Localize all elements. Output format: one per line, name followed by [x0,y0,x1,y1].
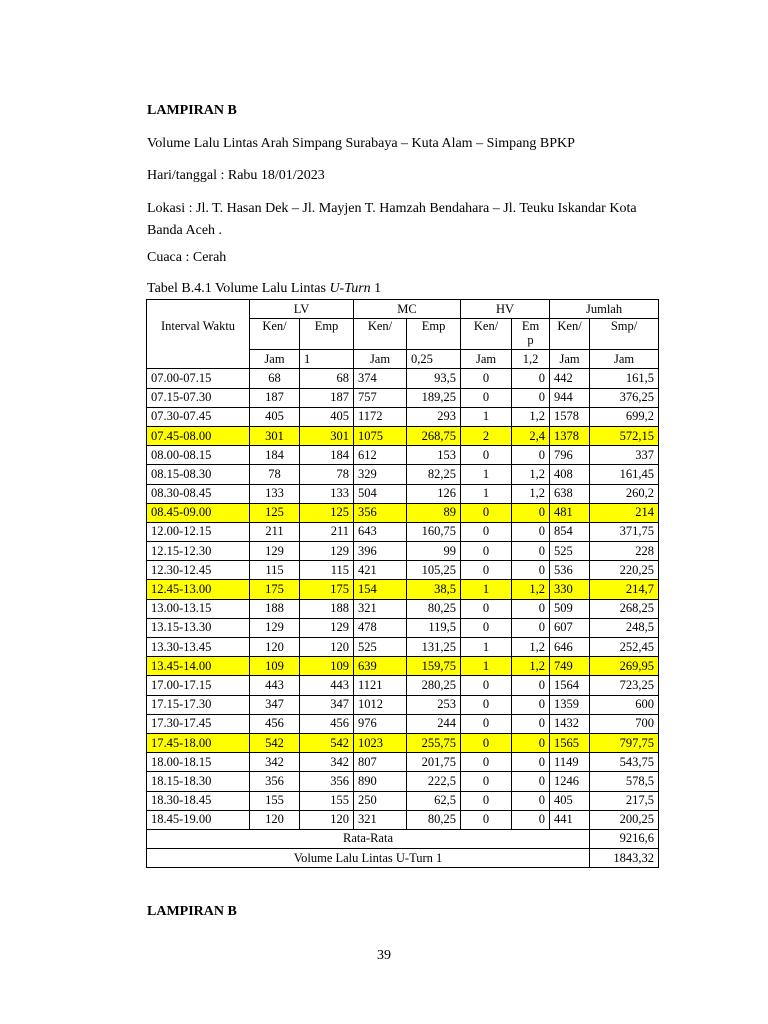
jumlah-smp-cell: 578,5 [590,772,659,791]
hv-ken-cell: 1 [461,407,512,426]
jumlah-ken-cell: 441 [550,810,590,829]
interval-cell: 13.30-13.45 [147,638,250,657]
mc-ken-cell: 154 [354,580,407,599]
jumlah-ken-cell: 638 [550,484,590,503]
lv-ken-cell: 211 [250,522,300,541]
lv-ken-cell: 125 [250,503,300,522]
jumlah-ken-cell: 509 [550,599,590,618]
hv-emp-cell: 0 [512,388,550,407]
mc-ken-cell: 356 [354,503,407,522]
hv-emp-cell: 1,2 [512,638,550,657]
interval-cell: 08.15-08.30 [147,465,250,484]
lv-emp-cell: 184 [300,446,354,465]
hv-ken-cell: 0 [461,753,512,772]
jumlah-ken-cell: 525 [550,542,590,561]
lv-emp-cell: 120 [300,810,354,829]
lv-emp-cell: 542 [300,733,354,752]
hv-ken-cell: 0 [461,714,512,733]
mc-emp-cell: 255,75 [407,733,461,752]
table-row [147,407,659,426]
hv-emp-cell: 0 [512,446,550,465]
hv-ken-cell: 0 [461,522,512,541]
table-row [147,676,659,695]
volume-label: Volume Lalu Lintas U-Turn 1 [147,849,590,868]
jumlah-smp-cell: 248,5 [590,618,659,637]
mc-ken-cell: 890 [354,772,407,791]
jumlah-smp-cell: 572,15 [590,426,659,445]
interval-cell: 13.15-13.30 [147,618,250,637]
lv-emp-cell: 129 [300,542,354,561]
mc-emp-cell: 80,25 [407,599,461,618]
jumlah-smp-cell: 700 [590,714,659,733]
jumlah-smp-cell: 200,25 [590,810,659,829]
header-jumlah: Jumlah [550,300,659,319]
hv-emp-cell: 0 [512,618,550,637]
mc-ken-cell: 1075 [354,426,407,445]
volume-value: 1843,32 [590,849,659,868]
lv-emp-cell: 109 [300,657,354,676]
header-interval: Interval Waktu [147,319,250,369]
lv-ken-cell: 187 [250,388,300,407]
table-row [147,753,659,772]
hv-ken-cell: 0 [461,388,512,407]
header-j-smp-jam: Jam [590,350,659,369]
header-hv-emp: Em p [512,319,550,350]
hv-ken-cell: 0 [461,446,512,465]
mc-ken-cell: 396 [354,542,407,561]
table-row [147,733,659,752]
mc-emp-cell: 153 [407,446,461,465]
mc-ken-cell: 1023 [354,733,407,752]
table-caption [147,280,381,298]
date-line: Hari/tanggal : Rabu 18/01/2023 [147,168,325,183]
mc-emp-cell: 126 [407,484,461,503]
mc-emp-cell: 160,75 [407,522,461,541]
header-mc-ken: Ken/ [354,319,407,350]
hv-emp-cell: 0 [512,733,550,752]
mc-emp-cell: 119,5 [407,618,461,637]
hv-ken-cell: 1 [461,580,512,599]
mc-ken-cell: 757 [354,388,407,407]
hv-emp-cell: 2,4 [512,426,550,445]
jumlah-smp-cell: 371,75 [590,522,659,541]
interval-cell: 17.45-18.00 [147,733,250,752]
document-subtitle: Volume Lalu Lintas Arah Simpang Surabaya – Kuta Alam – Simpang BPKP [147,136,575,151]
jumlah-ken-cell: 796 [550,446,590,465]
hv-emp-cell: 1,2 [512,580,550,599]
mc-emp-cell: 268,75 [407,426,461,445]
lv-emp-cell: 188 [300,599,354,618]
jumlah-smp-cell: 600 [590,695,659,714]
mc-ken-cell: 329 [354,465,407,484]
hv-emp-cell: 0 [512,369,550,388]
header-lv-emp: Emp [300,319,354,350]
interval-cell: 13.45-14.00 [147,657,250,676]
jumlah-smp-cell: 269,95 [590,657,659,676]
traffic-volume-table [146,299,659,868]
interval-cell: 12.30-12.45 [147,561,250,580]
jumlah-ken-cell: 1565 [550,733,590,752]
jumlah-ken-cell: 646 [550,638,590,657]
page-number: 39 [377,948,391,963]
lv-ken-cell: 78 [250,465,300,484]
table-row [147,561,659,580]
interval-cell: 07.00-07.15 [147,369,250,388]
lv-emp-cell: 133 [300,484,354,503]
hv-emp-cell: 0 [512,791,550,810]
lv-ken-cell: 443 [250,676,300,695]
table-row [147,465,659,484]
jumlah-smp-cell: 252,45 [590,638,659,657]
jumlah-ken-cell: 1578 [550,407,590,426]
appendix-heading: LAMPIRAN B [147,103,237,118]
hv-ken-cell: 0 [461,542,512,561]
lv-emp-cell: 211 [300,522,354,541]
hv-emp-cell: 0 [512,810,550,829]
jumlah-smp-cell: 723,25 [590,676,659,695]
header-lv-emp-val: 1 [300,350,354,369]
header-blank [147,300,250,319]
next-appendix-heading: LAMPIRAN B [147,904,237,919]
jumlah-smp-cell: 797,75 [590,733,659,752]
mc-ken-cell: 478 [354,618,407,637]
hv-emp-cell: 1,2 [512,465,550,484]
lv-emp-cell: 120 [300,638,354,657]
hv-ken-cell: 0 [461,599,512,618]
mc-ken-cell: 1121 [354,676,407,695]
jumlah-smp-cell: 376,25 [590,388,659,407]
header-mc-emp-val: 0,25 [407,350,461,369]
hv-ken-cell: 1 [461,638,512,657]
mc-emp-cell: 280,25 [407,676,461,695]
jumlah-ken-cell: 1432 [550,714,590,733]
jumlah-smp-cell: 220,25 [590,561,659,580]
lv-ken-cell: 405 [250,407,300,426]
location-line: Lokasi : Jl. T. Hasan Dek – Jl. Mayjen T. Hamzah Bendahara – Jl. Teuku Iskandar Kota Banda Aceh . [147,201,637,238]
hv-emp-cell: 0 [512,695,550,714]
hv-ken-cell: 2 [461,426,512,445]
interval-cell: 18.15-18.30 [147,772,250,791]
table-row [147,638,659,657]
header-mc: MC [354,300,461,319]
jumlah-ken-cell: 749 [550,657,590,676]
jumlah-ken-cell: 1359 [550,695,590,714]
jumlah-smp-cell: 228 [590,542,659,561]
hv-ken-cell: 0 [461,503,512,522]
hv-ken-cell: 0 [461,772,512,791]
lv-emp-cell: 155 [300,791,354,810]
lv-emp-cell: 115 [300,561,354,580]
table-row [147,369,659,388]
interval-cell: 12.45-13.00 [147,580,250,599]
jumlah-ken-cell: 408 [550,465,590,484]
table-row [147,618,659,637]
table-row [147,791,659,810]
lv-ken-cell: 120 [250,810,300,829]
mc-ken-cell: 639 [354,657,407,676]
interval-cell: 07.15-07.30 [147,388,250,407]
mc-emp-cell: 293 [407,407,461,426]
lv-ken-cell: 120 [250,638,300,657]
mc-ken-cell: 807 [354,753,407,772]
lv-ken-cell: 184 [250,446,300,465]
mc-ken-cell: 321 [354,810,407,829]
jumlah-ken-cell: 330 [550,580,590,599]
lv-ken-cell: 301 [250,426,300,445]
interval-cell: 12.15-12.30 [147,542,250,561]
header-j-jam: Jam [550,350,590,369]
hv-ken-cell: 0 [461,561,512,580]
interval-cell: 07.30-07.45 [147,407,250,426]
table-row [147,426,659,445]
hv-ken-cell: 0 [461,791,512,810]
lv-emp-cell: 175 [300,580,354,599]
lv-ken-cell: 133 [250,484,300,503]
header-hv-jam: Jam [461,350,512,369]
lv-emp-cell: 342 [300,753,354,772]
interval-cell: 17.30-17.45 [147,714,250,733]
table-row [147,695,659,714]
mc-emp-cell: 222,5 [407,772,461,791]
lv-emp-cell: 405 [300,407,354,426]
lv-ken-cell: 356 [250,772,300,791]
average-label: Rata-Rata [147,829,590,848]
table-row [147,484,659,503]
mc-ken-cell: 250 [354,791,407,810]
mc-ken-cell: 525 [354,638,407,657]
hv-emp-cell: 1,2 [512,484,550,503]
header-mc-emp: Emp [407,319,461,350]
jumlah-smp-cell: 268,25 [590,599,659,618]
hv-emp-cell: 0 [512,561,550,580]
mc-emp-cell: 80,25 [407,810,461,829]
hv-emp-cell: 1,2 [512,407,550,426]
jumlah-ken-cell: 1246 [550,772,590,791]
table-row [147,503,659,522]
table-row [147,388,659,407]
lv-ken-cell: 129 [250,618,300,637]
header-row-units [147,319,659,350]
jumlah-ken-cell: 1564 [550,676,590,695]
interval-cell: 18.45-19.00 [147,810,250,829]
jumlah-ken-cell: 1149 [550,753,590,772]
jumlah-smp-cell: 161,5 [590,369,659,388]
jumlah-smp-cell: 214,7 [590,580,659,599]
volume-row [147,849,659,868]
table-row [147,714,659,733]
jumlah-ken-cell: 854 [550,522,590,541]
caption-suffix: 1 [370,281,382,296]
interval-cell: 08.30-08.45 [147,484,250,503]
mc-ken-cell: 1172 [354,407,407,426]
caption-prefix: Tabel B.4.1 Volume Lalu Lintas [147,281,330,296]
lv-ken-cell: 188 [250,599,300,618]
hv-ken-cell: 0 [461,733,512,752]
jumlah-ken-cell: 405 [550,791,590,810]
lv-emp-cell: 129 [300,618,354,637]
mc-emp-cell: 131,25 [407,638,461,657]
jumlah-smp-cell: 161,45 [590,465,659,484]
jumlah-ken-cell: 481 [550,503,590,522]
jumlah-ken-cell: 607 [550,618,590,637]
hv-emp-cell: 0 [512,714,550,733]
interval-cell: 13.00-13.15 [147,599,250,618]
hv-emp-cell: 0 [512,522,550,541]
lv-emp-cell: 78 [300,465,354,484]
jumlah-ken-cell: 442 [550,369,590,388]
jumlah-smp-cell: 699,2 [590,407,659,426]
lv-emp-cell: 68 [300,369,354,388]
mc-ken-cell: 643 [354,522,407,541]
mc-emp-cell: 99 [407,542,461,561]
jumlah-smp-cell: 543,75 [590,753,659,772]
hv-emp-cell: 0 [512,772,550,791]
mc-emp-cell: 82,25 [407,465,461,484]
interval-cell: 18.00-18.15 [147,753,250,772]
mc-emp-cell: 244 [407,714,461,733]
header-mc-jam: Jam [354,350,407,369]
lv-ken-cell: 342 [250,753,300,772]
mc-ken-cell: 976 [354,714,407,733]
table-row [147,446,659,465]
mc-ken-cell: 374 [354,369,407,388]
interval-cell: 17.00-17.15 [147,676,250,695]
header-row-groups [147,300,659,319]
hv-ken-cell: 0 [461,676,512,695]
lv-ken-cell: 109 [250,657,300,676]
mc-ken-cell: 321 [354,599,407,618]
mc-ken-cell: 1012 [354,695,407,714]
mc-emp-cell: 159,75 [407,657,461,676]
lv-ken-cell: 347 [250,695,300,714]
hv-ken-cell: 1 [461,465,512,484]
mc-emp-cell: 253 [407,695,461,714]
hv-ken-cell: 0 [461,369,512,388]
jumlah-ken-cell: 536 [550,561,590,580]
interval-cell: 08.00-08.15 [147,446,250,465]
table-body [147,369,659,830]
lv-emp-cell: 356 [300,772,354,791]
mc-ken-cell: 504 [354,484,407,503]
hv-ken-cell: 1 [461,484,512,503]
table-row [147,580,659,599]
lv-ken-cell: 129 [250,542,300,561]
average-row [147,829,659,848]
jumlah-smp-cell: 260,2 [590,484,659,503]
header-lv: LV [250,300,354,319]
hv-emp-cell: 1,2 [512,657,550,676]
header-j-ken: Ken/ [550,319,590,350]
jumlah-ken-cell: 944 [550,388,590,407]
lv-ken-cell: 155 [250,791,300,810]
hv-ken-cell: 0 [461,618,512,637]
lv-emp-cell: 347 [300,695,354,714]
jumlah-smp-cell: 337 [590,446,659,465]
jumlah-smp-cell: 217,5 [590,791,659,810]
header-hv: HV [461,300,550,319]
mc-emp-cell: 105,25 [407,561,461,580]
average-value: 9216,6 [590,829,659,848]
jumlah-smp-cell: 214 [590,503,659,522]
header-hv-emp-val: 1,2 [512,350,550,369]
hv-ken-cell: 0 [461,695,512,714]
table-row [147,657,659,676]
lv-emp-cell: 456 [300,714,354,733]
header-lv-jam: Jam [250,350,300,369]
mc-emp-cell: 62,5 [407,791,461,810]
lv-emp-cell: 301 [300,426,354,445]
interval-cell: 08.45-09.00 [147,503,250,522]
hv-emp-cell: 0 [512,676,550,695]
mc-emp-cell: 201,75 [407,753,461,772]
lv-emp-cell: 187 [300,388,354,407]
lv-ken-cell: 542 [250,733,300,752]
hv-ken-cell: 0 [461,810,512,829]
weather-line: Cuaca : Cerah [147,250,227,265]
lv-ken-cell: 456 [250,714,300,733]
lv-emp-cell: 125 [300,503,354,522]
hv-emp-cell: 0 [512,542,550,561]
table-row [147,522,659,541]
mc-emp-cell: 89 [407,503,461,522]
mc-emp-cell: 189,25 [407,388,461,407]
interval-cell: 17.15-17.30 [147,695,250,714]
table-row [147,599,659,618]
lv-ken-cell: 68 [250,369,300,388]
header-lv-ken: Ken/ [250,319,300,350]
hv-ken-cell: 1 [461,657,512,676]
lv-ken-cell: 175 [250,580,300,599]
table-row [147,542,659,561]
interval-cell: 12.00-12.15 [147,522,250,541]
interval-cell: 07.45-08.00 [147,426,250,445]
mc-ken-cell: 612 [354,446,407,465]
hv-emp-cell: 0 [512,599,550,618]
table-row [147,772,659,791]
hv-emp-cell: 0 [512,753,550,772]
jumlah-ken-cell: 1378 [550,426,590,445]
caption-italic: U-Turn [329,281,371,296]
mc-emp-cell: 38,5 [407,580,461,599]
header-j-smp: Smp/ [590,319,659,350]
hv-emp-cell: 0 [512,503,550,522]
header-hv-ken: Ken/ [461,319,512,350]
lv-emp-cell: 443 [300,676,354,695]
lv-ken-cell: 115 [250,561,300,580]
table-row [147,810,659,829]
interval-cell: 18.30-18.45 [147,791,250,810]
mc-ken-cell: 421 [354,561,407,580]
mc-emp-cell: 93,5 [407,369,461,388]
